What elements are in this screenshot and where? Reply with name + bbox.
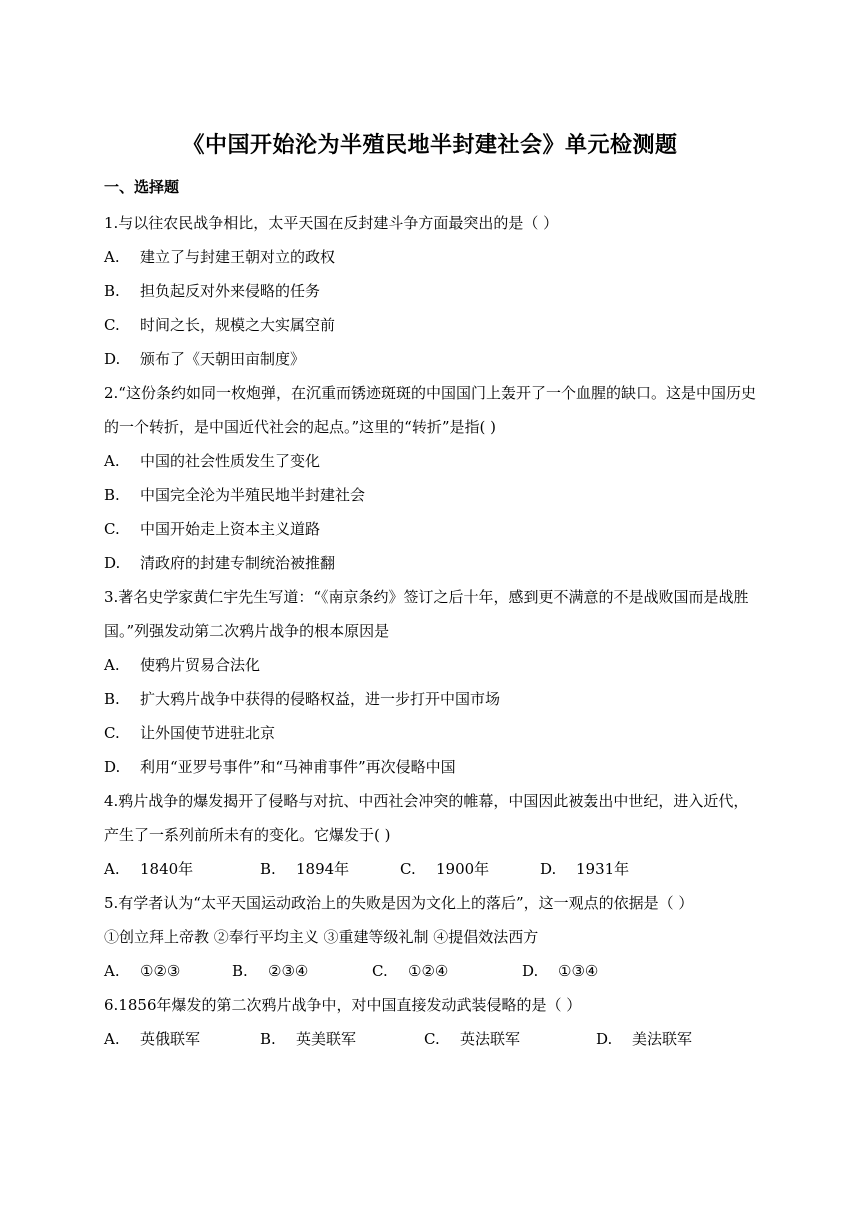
option-text: 清政府的封建专制统治被推翻 bbox=[140, 554, 336, 572]
option-text: 担负起反对外来侵略的任务 bbox=[140, 282, 321, 300]
option-label: D. bbox=[596, 1030, 613, 1048]
option-label: D. bbox=[522, 962, 539, 980]
option-text: 颁布了《天朝田亩制度》 bbox=[140, 350, 306, 368]
option-label: A. bbox=[104, 656, 120, 674]
option-text: 使鸦片贸易合法化 bbox=[140, 656, 261, 674]
section-heading: 一、选择题 bbox=[104, 178, 180, 196]
option-row bbox=[104, 682, 758, 716]
option-row bbox=[104, 240, 758, 274]
option-label: D. bbox=[104, 758, 121, 776]
question-stem: 2.“这份条约如同一枚炮弹，在沉重而锈迹斑斑的中国国门上轰开了一个血腥的缺口。这是中国历史的一个转折，是中国近代社会的起点。”这里的“转折”是指( ) bbox=[104, 384, 756, 436]
option-row bbox=[104, 274, 758, 308]
option-label: A. bbox=[104, 860, 120, 878]
question-list bbox=[104, 206, 758, 1056]
option-text: 中国开始走上资本主义道路 bbox=[140, 520, 321, 538]
option-text: 英俄联军 bbox=[140, 1030, 201, 1048]
option-label: B. bbox=[104, 486, 120, 504]
option-label: A. bbox=[104, 1030, 120, 1048]
option-text: ②③④ bbox=[268, 962, 309, 980]
question-stem: 4.鸦片战争的爆发揭开了侵略与对抗、中西社会冲突的帷幕，中国因此被轰出中世纪，进入近代，产生了一系列前所未有的变化。它爆发于( ) bbox=[104, 792, 749, 844]
option-row bbox=[104, 512, 758, 546]
question-choices-list: ①创立拜上帝教 ②奉行平均主义 ③重建等级礼制 ④提倡效法西方 bbox=[104, 928, 539, 946]
option-text: 中国的社会性质发生了变化 bbox=[140, 452, 321, 470]
option-text: 利用“亚罗号事件”和“马神甫事件”再次侵略中国 bbox=[140, 758, 456, 776]
option-label: B. bbox=[104, 282, 120, 300]
option-row bbox=[104, 444, 758, 478]
option-text: 扩大鸦片战争中获得的侵略权益，进一步打开中国市场 bbox=[140, 690, 501, 708]
option-label: B. bbox=[104, 690, 120, 708]
option-cell bbox=[104, 954, 232, 988]
option-text: 让外国使节进驻北京 bbox=[140, 724, 276, 742]
option-label: D. bbox=[540, 860, 557, 878]
option-row bbox=[104, 478, 758, 512]
option-cell bbox=[372, 954, 522, 988]
option-text: 1931年 bbox=[576, 860, 630, 878]
option-label: C. bbox=[424, 1030, 440, 1048]
option-cell bbox=[400, 852, 540, 886]
option-label: C. bbox=[372, 962, 388, 980]
option-text: 英法联军 bbox=[460, 1030, 521, 1048]
option-label: B. bbox=[260, 860, 276, 878]
option-text: 时间之长，规模之大实属空前 bbox=[140, 316, 336, 334]
option-cell bbox=[522, 954, 662, 988]
question-stem: 3.著名史学家黄仁宇先生写道：“《南京条约》签订之后十年，感到更不满意的不是战败国而是战胜国。”列强发动第二次鸦片战争的根本原因是 bbox=[104, 588, 749, 640]
option-text: ①③④ bbox=[558, 962, 599, 980]
option-row-inline bbox=[104, 1022, 758, 1056]
option-row bbox=[104, 546, 758, 580]
option-cell bbox=[104, 1022, 260, 1056]
option-row bbox=[104, 308, 758, 342]
option-row-inline bbox=[104, 852, 758, 886]
question-stem: 1.与以往农民战争相比，太平天国在反封建斗争方面最突出的是（ ） bbox=[104, 214, 559, 232]
question-stem: 5.有学者认为“太平天国运动政治上的失败是因为文化上的落后”，这一观点的依据是（ ） bbox=[104, 894, 694, 912]
option-cell bbox=[596, 1022, 736, 1056]
document-title: 《中国开始沦为半殖民地半封建社会》单元检测题 bbox=[182, 133, 678, 158]
option-row-inline bbox=[104, 954, 758, 988]
option-cell bbox=[260, 1022, 424, 1056]
option-cell bbox=[260, 852, 400, 886]
option-text: 建立了与封建王朝对立的政权 bbox=[140, 248, 336, 266]
option-text: ①②③ bbox=[140, 962, 181, 980]
option-label: B. bbox=[232, 962, 248, 980]
question-stem: 6.1856年爆发的第二次鸦片战争中，对中国直接发动武装侵略的是（ ） bbox=[104, 996, 582, 1014]
option-row bbox=[104, 750, 758, 784]
option-text: 1894年 bbox=[296, 860, 350, 878]
option-label: C. bbox=[400, 860, 416, 878]
option-cell bbox=[424, 1022, 596, 1056]
option-label: D. bbox=[104, 554, 121, 572]
option-cell bbox=[540, 852, 680, 886]
option-text: 美法联军 bbox=[632, 1030, 693, 1048]
option-text: 1900年 bbox=[436, 860, 490, 878]
option-label: C. bbox=[104, 520, 120, 538]
option-label: A. bbox=[104, 452, 120, 470]
option-text: 1840年 bbox=[140, 860, 194, 878]
option-label: C. bbox=[104, 724, 120, 742]
option-row bbox=[104, 716, 758, 750]
option-row bbox=[104, 342, 758, 376]
option-label: A. bbox=[104, 248, 120, 266]
option-cell bbox=[104, 852, 260, 886]
option-label: A. bbox=[104, 962, 120, 980]
option-text: ①②④ bbox=[408, 962, 449, 980]
option-text: 中国完全沦为半殖民地半封建社会 bbox=[140, 486, 366, 504]
option-cell bbox=[232, 954, 372, 988]
option-row bbox=[104, 648, 758, 682]
option-label: D. bbox=[104, 350, 121, 368]
option-label: B. bbox=[260, 1030, 276, 1048]
option-text: 英美联军 bbox=[296, 1030, 357, 1048]
option-label: C. bbox=[104, 316, 120, 334]
